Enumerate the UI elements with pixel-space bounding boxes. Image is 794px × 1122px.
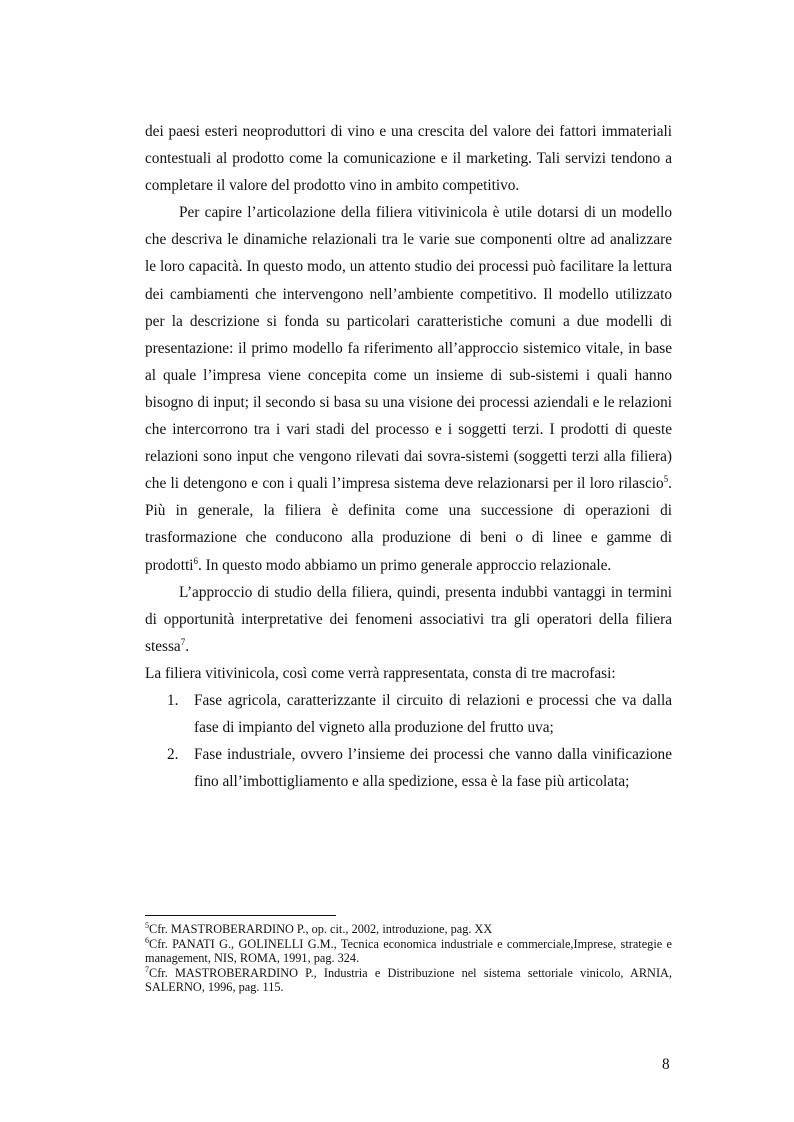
paragraph-2-text-c: . In questo modo abbiamo un primo generale approccio relazionale. xyxy=(197,556,612,574)
footnote-5 xyxy=(145,922,672,937)
footnote-6 xyxy=(145,937,672,966)
paragraph-2 xyxy=(145,199,672,578)
paragraph-2-text-b: . Più in generale, la filiera è definita come una successione di operazioni di trasformazione che conducono alla produzione di beni o di linee e gamme di prodotti xyxy=(145,475,672,574)
list-item-number: 2. xyxy=(167,746,179,764)
footnote-number: 7 xyxy=(145,964,149,974)
paragraph-4: La filiera vitivinicola, così come verrà rappresentata, consta di tre macrofasi: xyxy=(145,664,616,682)
paragraph-3 xyxy=(145,579,672,660)
paragraph-1: dei paesi esteri neoproduttori di vino e una crescita del valore dei fattori immateriali contestuali al prodotto come la comunicazione e il marketing. Tali servizi tendono a completare il valore del prodotto vino in ambito competitivo. xyxy=(145,123,672,195)
list-item-number: 1. xyxy=(167,691,179,709)
list-item xyxy=(145,687,672,741)
paragraph-3-text-a: L’approccio di studio della filiera, quindi, presenta indubbi vantaggi in termini di opportunità interpretative dei fenomeni associativi tra gli operatori della filiera stessa xyxy=(145,583,672,655)
footnote-ref-7[interactable]: 7 xyxy=(180,636,186,647)
phases-list xyxy=(145,687,672,795)
footnote-ref-6[interactable]: 6 xyxy=(193,555,198,566)
paragraph-2-text-a: Per capire l’articolazione della filiera vitivinicola è utile dotarsi di un modello che descriva le dinamiche relazionali tra le varie sue componenti oltre ad analizzare le loro capacità. In questo modo, un attento studio dei processi può facilitare la lettura dei cambiamenti che intervengono nell’ambiente competitivo. Il modello utilizzato per la descrizione si fonda su particolari caratteristiche comuni a due modelli di presentazione: il primo modello fa riferimento all’approccio sistemico vitale, in base al quale l’impresa viene concepita come un insieme di sub-sistemi i quali hanno bisogno di input; il secondo si basa su una visione dei processi aziendali e le relazioni che intercorrono tra i vari stadi del processo e i soggetti terzi. I prodotti di queste relazioni sono input che vengono rilevati dai sovra-sistemi (soggetti terzi alla filiera) che li detengono e con i quali l’impresa sistema deve relazionarsi per il loro rilascio xyxy=(145,204,672,493)
footnote-number: 6 xyxy=(145,935,149,945)
footnote-separator xyxy=(145,915,336,916)
page-body xyxy=(145,118,672,795)
footnote-ref-5[interactable]: 5 xyxy=(663,474,669,485)
page-number: 8 xyxy=(662,1056,670,1073)
footnote-text: Cfr. PANATI G., GOLINELLI G.M., Tecnica economica industriale e commerciale,Imprese, strategie e management, NIS, ROMA, 1991, pag. 324. xyxy=(145,936,672,965)
list-item-text: Fase agricola, caratterizzante il circuito di relazioni e processi che va dalla fase di impianto del vigneto alla produzione del frutto uva; xyxy=(194,691,672,737)
footnote-text: Cfr. MASTROBERARDINO P., Industria e Distribuzione nel sistema settoriale vinicolo, ARNIA, SALERNO, 1996, pag. 115. xyxy=(145,965,672,994)
list-item-text: Fase industriale, ovvero l’insieme dei processi che vanno dalla vinificazione fino all’imbottigliamento e alla spedizione, essa è la fase più articolata; xyxy=(194,746,672,791)
footnote-7 xyxy=(145,966,672,995)
footnotes xyxy=(145,922,672,995)
paragraph-3-text-b: . xyxy=(185,637,190,655)
list-item xyxy=(145,741,672,795)
footnote-text: Cfr. MASTROBERARDINO P., op. cit., 2002, introduzione, pag. XX xyxy=(149,922,493,936)
footnote-number: 5 xyxy=(145,921,149,930)
